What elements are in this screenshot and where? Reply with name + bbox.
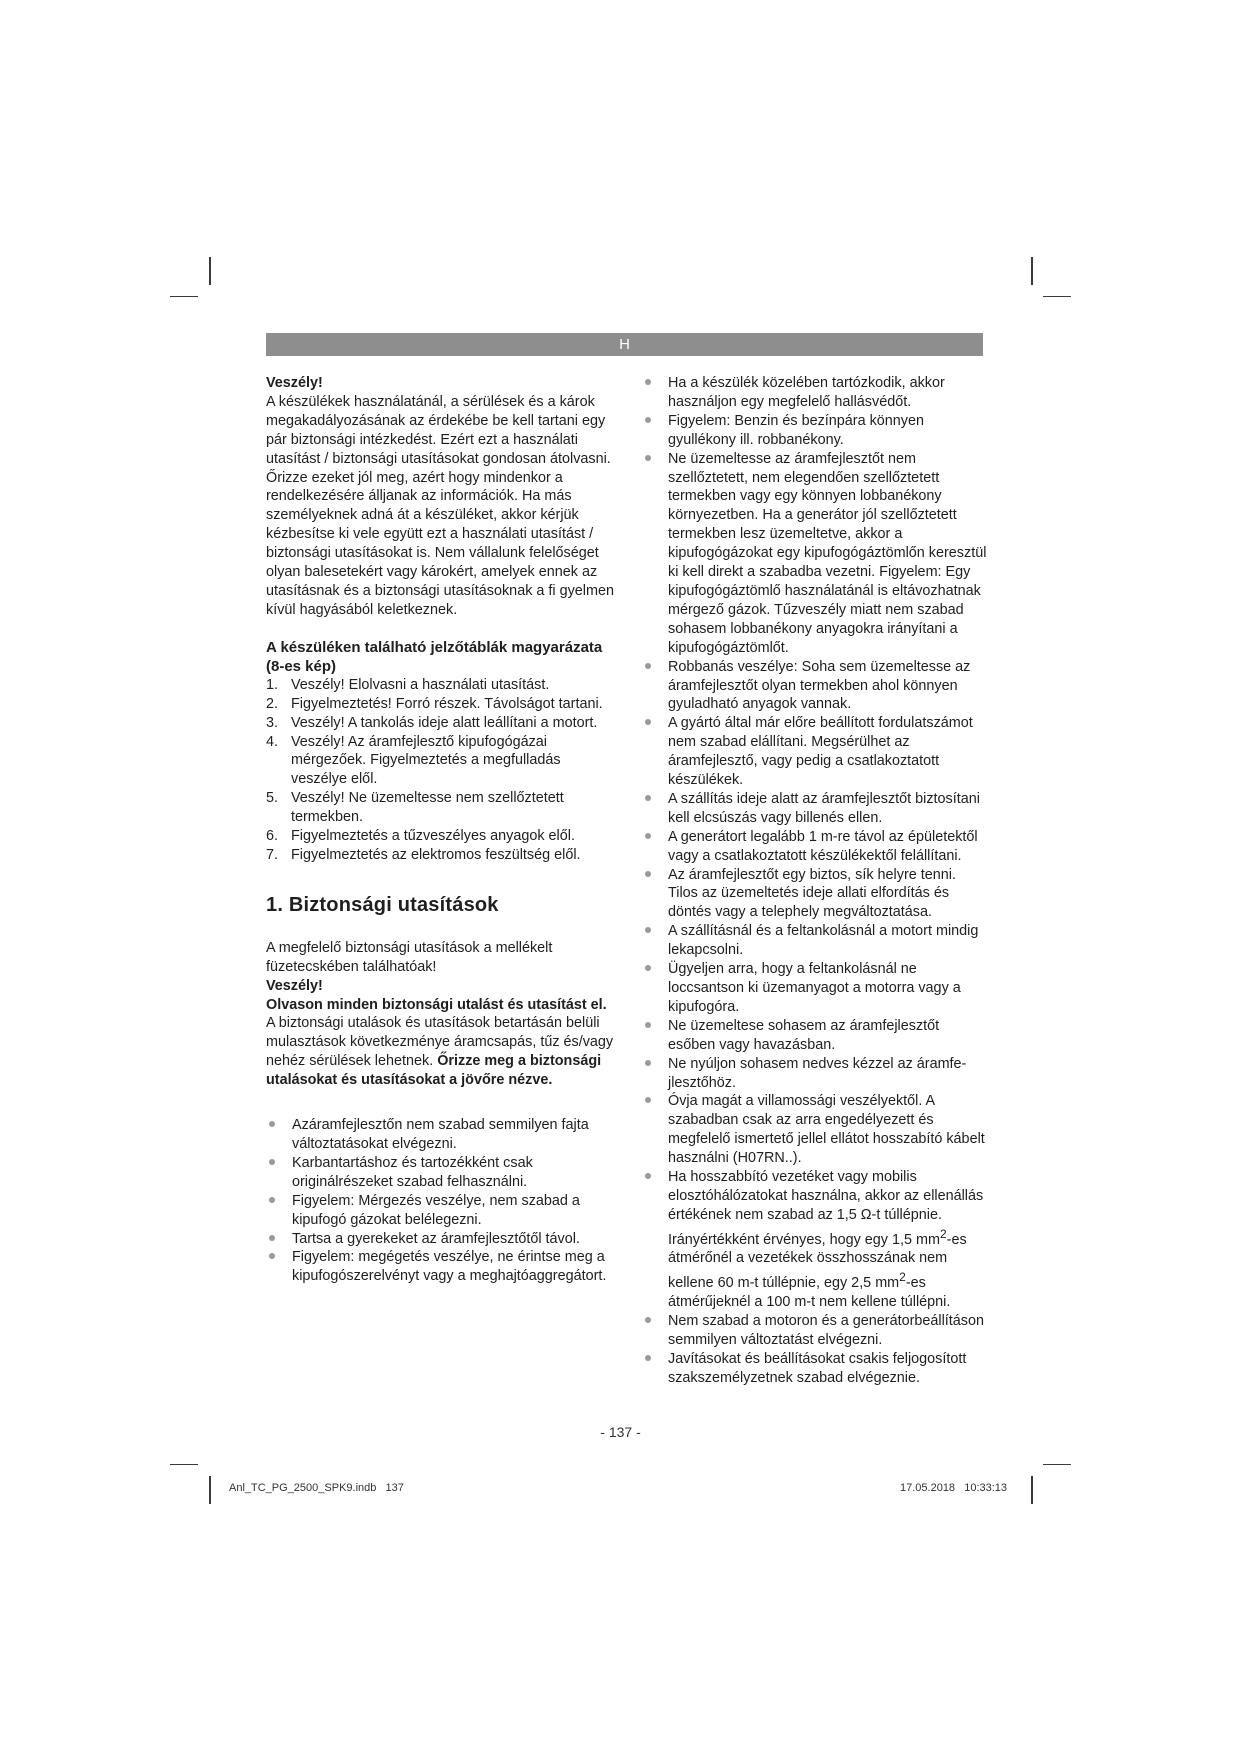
list-item xyxy=(266,1230,616,1249)
list-item-text: Az áramfejlesztőt egy biztos, sík helyre tenni. Tilos az üzemeltetés ideje allati elfordítás és döntés vagy a telephely megváltoztatása. xyxy=(668,866,956,921)
intro-text: A megfelelő biztonsági utasítások a mellékelt füzetecskében találhatóak! xyxy=(266,939,553,975)
list-item xyxy=(642,866,987,923)
bullet-icon xyxy=(645,417,651,423)
bullet-icon xyxy=(645,795,651,801)
crop-mark xyxy=(1031,257,1033,285)
list-item-text: Figyelem: Benzin és bezínpára könnyen gyullékony ill. robbanékony. xyxy=(668,412,924,448)
list-item-text: Figyelem: megégetés veszélye, ne érintse meg a kipufogószerelvényt vagy a meghajtóaggregátort. xyxy=(292,1249,607,1285)
bullet-icon xyxy=(269,1235,275,1241)
warning-text: A készülékek használatánál, a sérülések és a károk megakadályozásának az érdekébe be kell tartani egy pár biztonsági intézkedést. Ezért ezt a használati utasítást / biztonsági utasításokat gondosan átolvasni. Őrizze ezeket jól meg, azért hogy mindenkor a rendelkezésére álljanak az információk. Ha más személyeknek adná át a készüléket, akkor kérjük kézbesítse ki vele együtt ezt a használati utasítást / biztonsági utasításokat is. Nem vállalunk felelőséget olyan balesetekért vagy károkért, amelyek ennek az utasításnak és a biztonsági utasításoknak a fi gyelmen kívül hagyásából keletkeznek. xyxy=(266,393,614,618)
right-bullet-list xyxy=(642,374,987,1388)
list-item xyxy=(642,922,987,960)
bullet-icon xyxy=(645,965,651,971)
bullet-icon xyxy=(645,1022,651,1028)
list-item xyxy=(642,960,987,1017)
warning2-text: A biztonsági utalások és utasítások betartásán belüli mulasztások következménye áramcsapás, tűz és/vagy nehéz sérülések lehetnek. xyxy=(266,1015,614,1070)
sign-number: 5. xyxy=(266,790,279,807)
bullet-icon xyxy=(645,1173,651,1179)
list-item-text: Azáramfejlesztőn nem szabad semmilyen fajta változtatásokat elvégezni. xyxy=(292,1117,589,1152)
list-item-text: A szállítás ideje alatt az áramfejlesztőt biztosítani kell elcsúszás vagy billenés ellen. xyxy=(668,790,980,826)
list-item xyxy=(642,1312,987,1350)
cable-text-3: -es átmérűjeknél a 100 m-t nem kellene túllépni. xyxy=(668,1275,951,1311)
sign-text: Figyelmeztetés! Forró részek. Távolságot tartani. xyxy=(291,695,603,712)
list-item xyxy=(642,790,987,828)
sign-item xyxy=(266,827,616,846)
list-item xyxy=(642,450,987,658)
list-item-text: Karbantartáshoz és tartozékként csak originálrészeket szabad felhasználni. xyxy=(292,1154,533,1190)
cable-text-2: -es átmérőnél a vezetékek összhosszának nem kellene 60 m-t túllépnie, egy 2,5 mm xyxy=(668,1231,967,1292)
bullet-icon xyxy=(645,1060,651,1066)
crop-mark xyxy=(170,296,198,297)
bullet-icon xyxy=(269,1197,275,1203)
list-item xyxy=(642,658,987,715)
bullet-icon xyxy=(645,1317,651,1323)
sign-number: 4. xyxy=(266,733,279,750)
list-item-text: Ha a készülék közelében tartózkodik, akkor használjon egy megfelelő hallásvédőt. xyxy=(668,375,945,410)
list-item-text: Óvja magát a villamossági veszélyektől. A szabadban csak az arra engedélyezett és megfelelő ismertető jellel ellátot hosszabító kábelt használni (H07RN..). xyxy=(668,1093,985,1167)
superscript: 2 xyxy=(899,1270,906,1285)
bullet-icon xyxy=(645,719,651,725)
warning2-bold-lead: Olvason minden biztonsági utalást és utasítást el. xyxy=(266,996,607,1013)
bullet-icon xyxy=(645,1355,651,1361)
list-item-text: Ügyeljen arra, hogy a feltankolásnál ne loccsantson ki üzemanyagot a motorra vagy a kipufogóra. xyxy=(668,961,961,1015)
list-item xyxy=(266,1116,616,1154)
sign-text: Veszély! Ne üzemeltesse nem szellőztetett termekben. xyxy=(291,790,564,826)
list-item xyxy=(642,374,987,412)
section-heading: 1. Biztonsági utasítások xyxy=(266,893,499,916)
language-header-bar xyxy=(266,333,983,356)
crop-mark xyxy=(1031,1476,1033,1504)
list-item-text: A szállításnál és a feltankolásnál a motort mindig lekapcsolni. xyxy=(668,923,979,959)
list-item-text: Figyelem: Mérgezés veszélye, nem szabad a kipufogó gázokat belélegezni. xyxy=(292,1192,580,1228)
list-item xyxy=(642,1055,987,1093)
sign-text: Veszély! Elolvasni a használati utasítást. xyxy=(291,676,550,693)
bullet-icon xyxy=(645,833,651,839)
crop-mark xyxy=(170,1464,198,1465)
bullet-icon xyxy=(645,455,651,461)
sign-text: Veszély! A tankolás ideje alatt leállítani a motort. xyxy=(291,714,598,731)
bullet-icon xyxy=(269,1121,275,1127)
list-item-text: Nem szabad a motoron és a generátorbeállításon semmilyen változtatást elvégezni. xyxy=(668,1313,984,1348)
superscript: 2 xyxy=(939,1226,947,1241)
crop-mark xyxy=(209,1476,211,1504)
list-item xyxy=(642,1350,987,1388)
crop-mark xyxy=(1043,1464,1071,1465)
sign-number: 1. xyxy=(266,676,279,693)
bullet-icon xyxy=(645,663,651,669)
left-bullet-list xyxy=(266,1116,616,1286)
list-item xyxy=(642,1017,987,1055)
sign-number: 7. xyxy=(266,846,279,863)
bullet-icon xyxy=(645,871,651,877)
page-number: - 137 - xyxy=(600,1424,641,1440)
list-item xyxy=(642,1092,987,1168)
sign-item xyxy=(266,714,616,733)
sign-text: Figyelmeztetés az elektromos feszültség elől. xyxy=(291,846,581,863)
list-item xyxy=(642,828,987,866)
signs-heading: A készüléken található jelzőtáblák magyarázata (8-es kép) xyxy=(266,638,603,675)
bullet-icon xyxy=(645,379,651,385)
sign-item xyxy=(266,789,616,827)
list-item-text: Tartsa a gyerekeket az áramfejlesztőtől távol. xyxy=(292,1230,580,1247)
crop-mark xyxy=(1043,296,1071,297)
sign-text: Figyelmeztetés a tűzveszélyes anyagok elől. xyxy=(291,828,575,845)
list-item-text: A generátort legalább 1 m-re távol az épületektől vagy a csatlakoztatott készülékektől felállítani. xyxy=(668,828,978,864)
warning-title: Veszély! xyxy=(266,375,323,391)
sign-text: Veszély! Az áramfejlesztő kipufogógázai mérgezőek. Figyelmeztetés a megfulladás veszélye elől. xyxy=(291,733,561,788)
warning2-paragraph xyxy=(266,996,616,1091)
list-item-text: Ne üzemeltese sohasem az áramfejlesztőt esőben vagy havazásban. xyxy=(668,1017,940,1053)
warning2-bold-tail: Őrizze meg a biztonsági utalásokat és utasításokat a jövőre nézve. xyxy=(266,1053,602,1089)
list-item-text: Javításokat és beállításokat csakis feljogosított szakszemélyzetnek szabad elvégeznie. xyxy=(668,1350,967,1386)
list-item-text: Ne nyúljon sohasem nedves kézzel az áramfe-jlesztőhöz. xyxy=(668,1055,967,1091)
right-column xyxy=(642,374,987,1388)
sign-item xyxy=(266,846,616,865)
list-item xyxy=(266,1192,616,1230)
language-code: H xyxy=(619,336,630,353)
list-item xyxy=(266,1248,616,1286)
sign-number: 2. xyxy=(266,695,279,712)
footer-filename: Anl_TC_PG_2500_SPK9.indb 137 xyxy=(229,1482,404,1494)
bullet-icon xyxy=(269,1253,275,1259)
list-item xyxy=(266,1154,616,1192)
footer-timestamp: 17.05.2018 10:33:13 xyxy=(900,1482,1008,1494)
list-item-text: A gyártó által már előre beállított fordulatszámot nem szabad elállítani. Megsérülhet az áramfejlesztő, vagy pedig a csatlakoztatott készülékek. xyxy=(668,715,973,789)
cable-text-1: Ha hosszabbító vezetéket vagy mobilis elosztóhálózatokat használna, akkor az ellenállás értékének nem szabad az 1,5 Ω-t túllépnie. Irányértékként érvényes, hogy egy 1,5 mm xyxy=(668,1169,984,1248)
left-column xyxy=(266,374,616,1286)
sign-item xyxy=(266,695,616,714)
bullet-icon xyxy=(645,927,651,933)
sign-number: 6. xyxy=(266,828,279,845)
list-item-text: Ne üzemeltesse az áramfejlesztőt nem szellőztetett, nem elegendően szellőztetett termekben vagy egy könnyen lobbanékony környezetben. Ha a generátor jól szellőztetett termekben lesz üzemeltetve, akkor a kipufogógázokat egy kipufogógáztömlőn keresztül ki kell direkt a szabadba vezetni. Figyelem: Egy kipufogógáztömlő használatánál is eltávozhatnak mérgező gázok. Tűzveszély miatt nem szabad sohasem lobbanékony anyagokra irányítani a kipufogógáztömlőt. xyxy=(668,450,987,656)
sign-item xyxy=(266,676,616,695)
bullet-icon xyxy=(269,1159,275,1165)
bullet-icon xyxy=(645,1097,651,1103)
list-item-text: Robbanás veszélye: Soha sem üzemeltesse az áramfejlesztőt olyan termekben ahol könnyen gyuladható anyagok vannak. xyxy=(668,658,971,713)
crop-mark xyxy=(209,257,211,285)
list-item-cable xyxy=(642,1168,987,1312)
sign-item xyxy=(266,733,616,790)
signs-list xyxy=(266,676,616,865)
warning2-title: Veszély! xyxy=(266,977,323,994)
sign-number: 3. xyxy=(266,714,279,731)
list-item xyxy=(642,412,987,450)
list-item xyxy=(642,714,987,790)
